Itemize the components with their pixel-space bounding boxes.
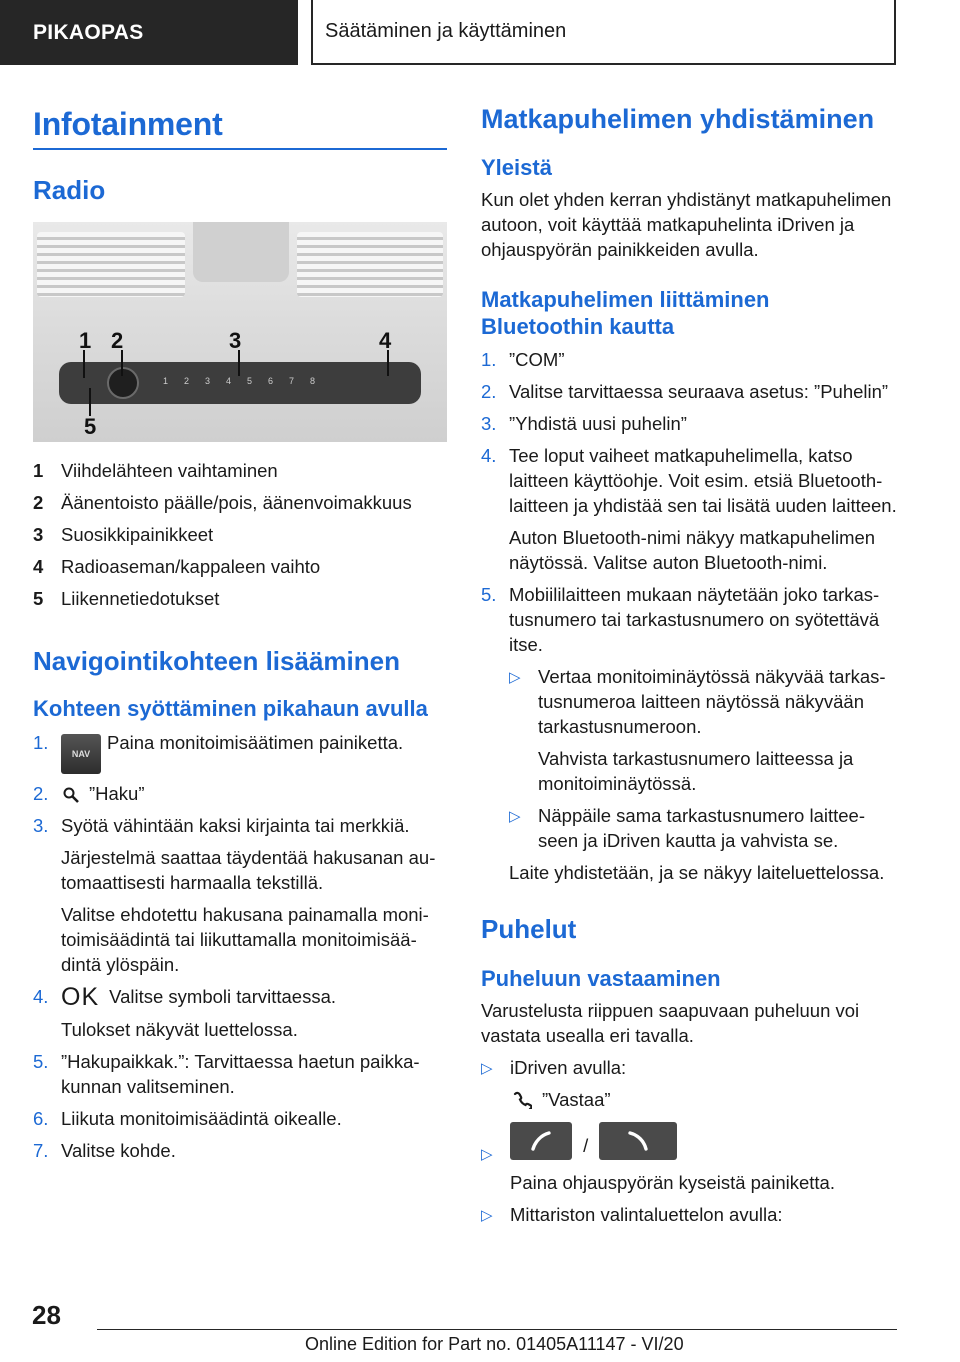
bullet-text: Mittariston valintaluettelon avulla: [510, 1204, 783, 1225]
quick-search-heading: Kohteen syöttäminen pikahaun avulla [33, 696, 428, 721]
quick-search-steps [33, 730, 447, 1163]
step-number: 7. [33, 1140, 49, 1161]
callout-line-1 [83, 350, 85, 378]
bullet-note: Paina ohjauspyörän kyseistä painiketta. [510, 1172, 835, 1193]
header-chapter-title: Säätäminen ja käyttäminen [311, 0, 896, 65]
header-section-tab: PIKAOPAS [0, 0, 298, 65]
step-note: Järjestelmä saattaa täydentää hakusanan automaattisesti harmaalla tekstillä. [61, 847, 436, 893]
bullet-item [509, 803, 897, 853]
radio-heading: Radio [33, 175, 106, 205]
callout-3: 3 [229, 328, 242, 353]
legend-number: 5 [33, 588, 44, 609]
list-item [481, 411, 897, 436]
phone-connect-title: Matkapuhelimen yhdistäminen [481, 104, 875, 134]
step-text: Tee loput vaiheet matkapuhelimella, katso laitteen käyttöohje. Voit esim. etsiä Bluetooth-laitteen ja yhdistää sen tai lisätä uuden laitteen. [509, 445, 897, 516]
answer-options [481, 1055, 897, 1228]
step-text: ”Yhdistä uusi puhelin” [509, 413, 687, 434]
callout-4: 4 [379, 328, 392, 353]
step-number: 2. [481, 381, 497, 402]
bullet-text: Vertaa monitoiminäytössä näkyvää tarkastusnumeroa laitteen näytössä näkyvään tarkastusnumeroon. [538, 666, 886, 737]
bullet-item [481, 1122, 897, 1195]
calls-heading: Puhelut [481, 914, 577, 944]
ok-icon: OK [61, 983, 100, 1011]
bullet-triangle-icon: ▷ [481, 1146, 493, 1163]
legend-number: 3 [33, 524, 44, 545]
step-number: 2. [33, 783, 49, 804]
preset-buttons: 12345678 [163, 376, 332, 386]
air-vent-right [297, 232, 443, 297]
list-item [33, 1049, 447, 1099]
legend-text: Viihdelähteen vaihtaminen [61, 460, 278, 481]
step-text: ”Haku” [89, 783, 145, 804]
bullet-text: Näppäile sama tarkastusnumero laitteeseen ja iDriven kautta ja vahvista se. [538, 805, 866, 851]
bullet-item [481, 1055, 897, 1112]
step-note: Laite yhdistetään, ja se näkyy laiteluettelossa. [509, 862, 885, 883]
phone-answer-icon [512, 1091, 532, 1109]
legend-text: Liikennetiedotukset [61, 588, 220, 609]
volume-knob [107, 367, 139, 399]
legend-item [33, 455, 447, 487]
infotainment-title: Infotainment [33, 106, 223, 142]
list-item [33, 1138, 447, 1163]
answer-call-button-icon [510, 1122, 572, 1160]
step-text: Syötä vähintään kaksi kirjainta tai merkkiä. [61, 815, 410, 836]
bullet-note: ”Vastaa” [542, 1089, 611, 1110]
step-number: 4. [33, 986, 49, 1007]
step-text: Valitse kohde. [61, 1140, 176, 1161]
left-column [33, 100, 447, 1163]
legend-item [33, 551, 447, 583]
bullet-item [509, 664, 897, 796]
list-item [33, 730, 447, 774]
legend-text: Radioaseman/kappaleen vaihto [61, 556, 321, 577]
step-text: ”Hakupaikkak.”: Tarvittaessa haetun paikkakunnan valitseminen. [61, 1051, 420, 1097]
page-number: 28 [32, 1300, 61, 1330]
general-text: Kun olet yhden kerran yhdistänyt matkapuhelimen autoon, voit käyttää matkapuhelinta iDriven ja ohjauspyörän painikkeiden avulla. [481, 189, 892, 260]
list-item [33, 1106, 447, 1131]
step-number: 5. [33, 1051, 49, 1072]
bullet-triangle-icon: ▷ [509, 669, 521, 686]
legend-number: 4 [33, 556, 44, 577]
list-item [33, 781, 447, 806]
title-rule [33, 148, 447, 150]
legend-number: 1 [33, 460, 44, 481]
step-number: 3. [481, 413, 497, 434]
general-heading: Yleistä [481, 155, 552, 180]
air-vent-left [37, 232, 185, 297]
step-number: 6. [33, 1108, 49, 1129]
step-text: Liikuta monitoimisäädintä oikealle. [61, 1108, 342, 1129]
list-item [481, 443, 897, 575]
bluetooth-heading: Matkapuhelimen liittäminen Bluetoothin kautta [481, 287, 770, 339]
bullet-triangle-icon: ▷ [481, 1207, 493, 1224]
center-panel [193, 222, 289, 282]
bullet-note: Vahvista tarkastusnumero laitteessa ja monitoiminäytössä. [538, 748, 854, 794]
nav-button-icon: NAV [61, 734, 101, 774]
callout-5: 5 [84, 414, 97, 439]
step-note: Valitse ehdotettu hakusana painamalla monitoimisäädintä tai liikuttamalla monitoimisäädintä ylöspäin. [61, 904, 429, 975]
bullet-triangle-icon: ▷ [509, 808, 521, 825]
list-item [481, 379, 897, 404]
step-number: 1. [481, 349, 497, 370]
step-number: 1. [33, 732, 49, 753]
end-call-button-icon [599, 1122, 677, 1160]
step-text: ”COM” [509, 349, 565, 370]
search-icon [63, 787, 79, 803]
legend-item [33, 519, 447, 551]
list-item [33, 984, 447, 1042]
callout-1: 1 [79, 328, 92, 353]
step-number: 3. [33, 815, 49, 836]
navigation-heading: Navigointikohteen lisääminen [33, 646, 400, 676]
list-item [481, 582, 897, 885]
step-note: Tulokset näkyvät luettelossa. [61, 1019, 298, 1040]
answer-call-heading: Puheluun vastaaminen [481, 966, 721, 991]
step-text: Valitse tarvittaessa seuraava asetus: ”Puhelin” [509, 381, 889, 402]
list-item [33, 813, 447, 977]
footer-edition: Online Edition for Part no. 01405A11147 - VI/20 [305, 1334, 684, 1354]
legend-text: Suosikkipainikkeet [61, 524, 214, 545]
legend-item [33, 487, 447, 519]
step-text: Mobiililaitteen mukaan näytetään joko tarkastusnumero tai tarkastusnumero on syötettävä itse. [509, 584, 880, 655]
step-text: Valitse symboli tarvittaessa. [109, 986, 337, 1007]
step-number: 5. [481, 584, 497, 605]
step-number: 4. [481, 445, 497, 466]
bluetooth-steps [481, 347, 897, 885]
footer-rule [97, 1329, 897, 1330]
legend-item [33, 583, 447, 615]
photo-legend [33, 455, 447, 615]
answer-call-text: Varustelusta riippuen saapuvaan puheluun voi vastata usealla eri tavalla. [481, 1000, 860, 1046]
bullet-item [481, 1202, 897, 1228]
bullet-triangle-icon: ▷ [481, 1060, 493, 1077]
callout-line-5 [89, 388, 91, 416]
step-text: Paina monitoimisäätimen painiketta. [107, 732, 404, 753]
legend-text: Äänentoisto päälle/pois, äänenvoimakkuus [61, 492, 412, 513]
bullet-text: iDriven avulla: [510, 1057, 627, 1078]
legend-number: 2 [33, 492, 44, 513]
right-column [481, 100, 897, 1228]
separator: / [583, 1135, 589, 1156]
radio-panel-photo [33, 222, 447, 442]
callout-2: 2 [111, 328, 124, 353]
list-item [481, 347, 897, 372]
step-note: Auton Bluetooth-nimi näkyy matkapuhelimen näytössä. Valitse auton Bluetooth-nimi. [509, 527, 876, 573]
